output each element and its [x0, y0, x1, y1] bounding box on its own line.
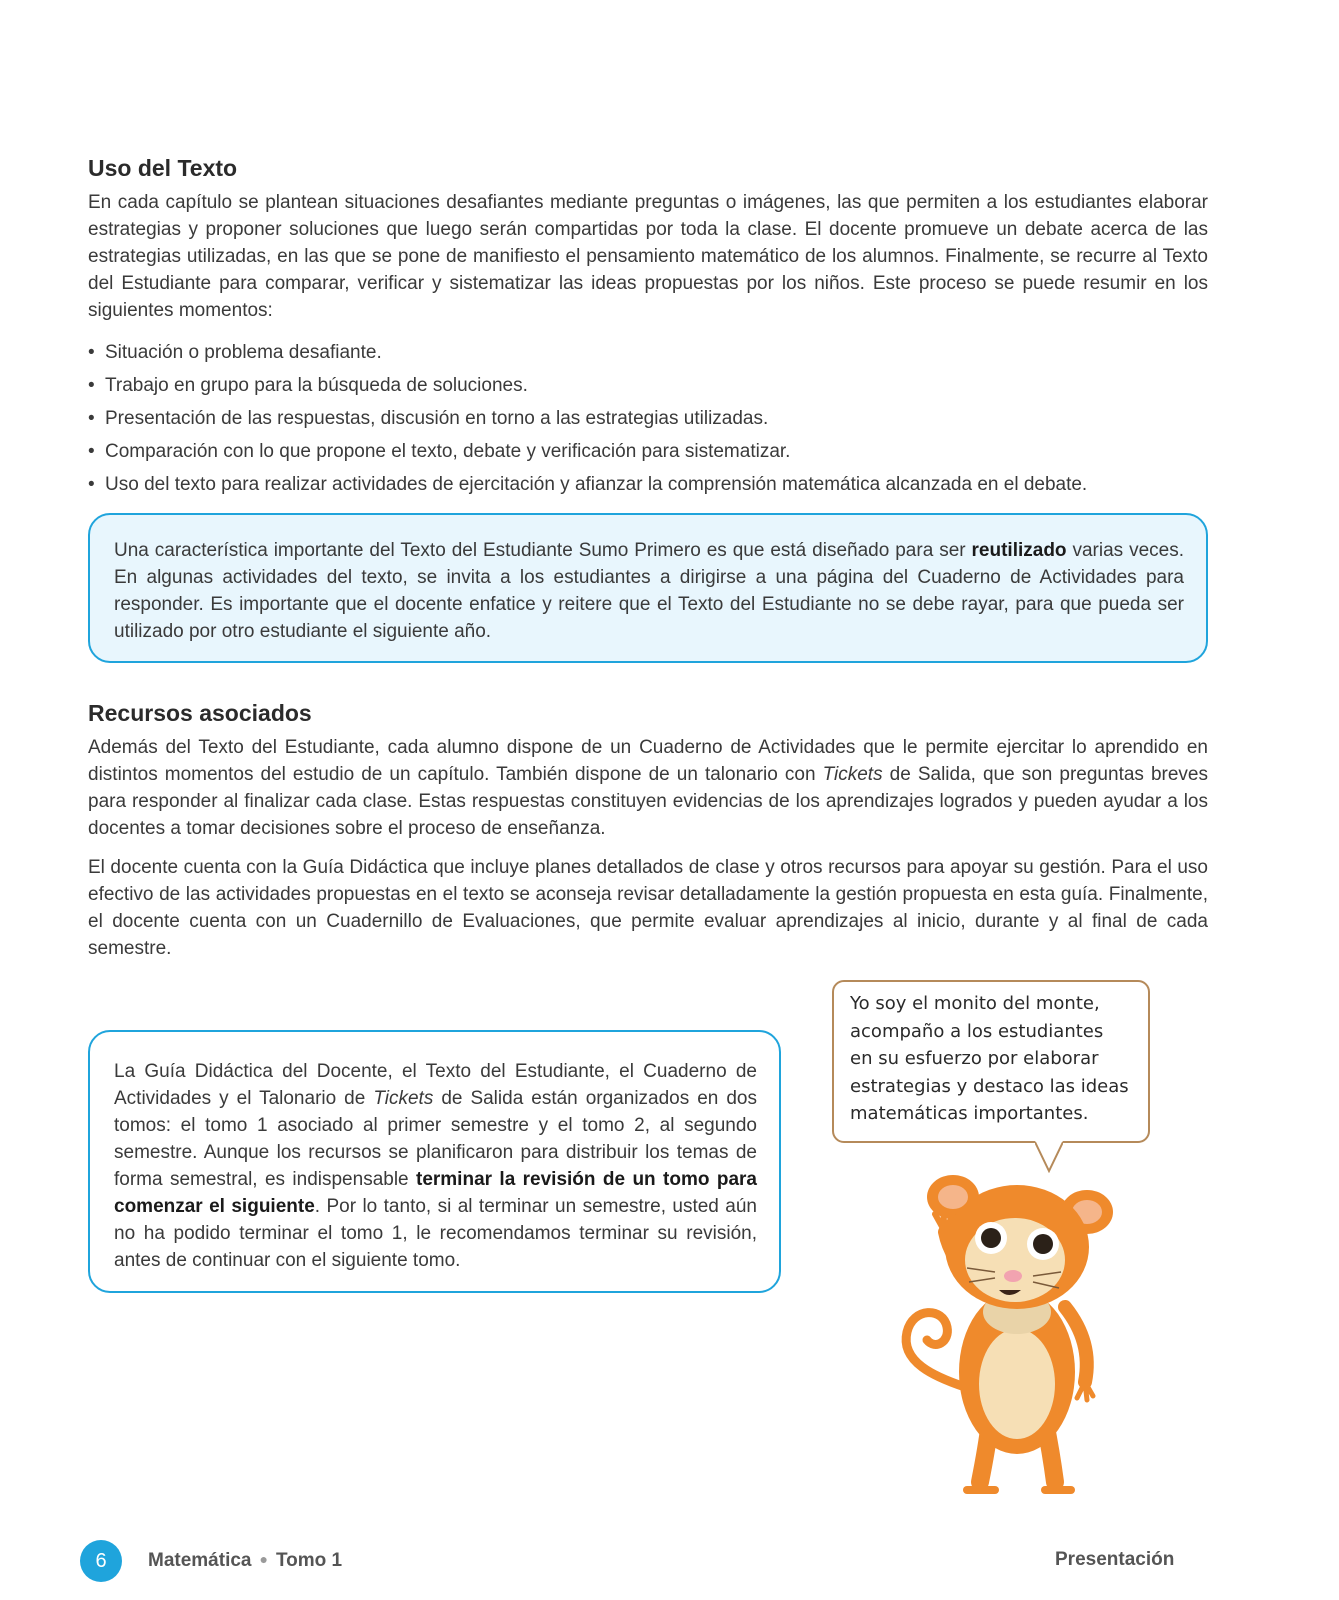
monkey-mascot-icon	[895, 1172, 1155, 1502]
tomos-note-text	[114, 1058, 757, 1274]
moments-list	[88, 336, 1208, 501]
paragraph-text-part: Además del Texto del Estudiante, cada alumno dispone de un Cuaderno de Actividades que le permite ejercitar lo aprendido en distintos momentos del estudio de un capítulo. También dispone de un talonario con	[88, 737, 1208, 785]
list-item: • Trabajo en grupo para la búsqueda de soluciones.	[88, 369, 1208, 402]
tomos-note-box	[88, 1030, 781, 1293]
paragraph-italic-text: Tickets	[822, 764, 883, 785]
section-paragraph-uso-del-texto: En cada capítulo se plantean situaciones desafiantes mediante preguntas o imágenes, las que permiten a los estudiantes elaborar estrategias y proponer soluciones que luego serán compartidas por toda la clase. El docente promueve un debate acerca de las estrategias utilizadas, en las que se pone de manifiesto el pensamiento matemático de los alumnos. Finalmente, se recurre al Texto del Estudiante para comparar, verificar y sistematizar las ideas propuestas por los niños. Este proceso se puede resumir en los siguientes momentos:	[88, 192, 1208, 321]
speech-line: estrategias y destaco las ideas	[850, 1075, 1129, 1097]
note-text-part: de Salida están organizados en dos tomos: el tomo 1 asociado al primer semestre y el tomo 2, al segundo semestre. Aunque los recursos se planificaron para distribuir los temas de forma semestral, es indispensable	[114, 1088, 757, 1190]
reuse-note-box	[88, 513, 1208, 663]
list-item: • Presentación de las respuestas, discusión en torno a las estrategias utilizadas.	[88, 402, 1208, 435]
list-item: • Uso del texto para realizar actividades de ejercitación y afianzar la comprensión matemática alcanzada en el debate.	[88, 468, 1208, 501]
list-item: • Comparación con lo que propone el texto, debate y verificación para sistematizar.	[88, 435, 1208, 468]
section-heading-uso-del-texto: Uso del Texto	[88, 155, 238, 181]
footer-subject-label: Matemática	[148, 1550, 252, 1571]
speech-line: matemáticas importantes.	[850, 1103, 1089, 1124]
paragraph-text-part: de Salida, que son preguntas breves para responder al finalizar cada clase. Estas respuestas constituyen evidencias de los aprendizajes logrados y pueden ayudar a los docentes a tomar decisiones sobre el proceso de enseñanza.	[88, 764, 1208, 839]
speech-bubble	[832, 980, 1150, 1143]
note-text-part: varias veces. En algunas actividades del texto, se invita a los estudiantes a dirigirse a una página del Cuaderno de Actividades para responder. Es importante que el docente enfatice y reitere que el Texto del Estudiante no se debe rayar, para que pueda ser utilizado por otro estudiante el siguiente año.	[114, 540, 1185, 642]
speech-line: Yo soy el monito del monte,	[850, 993, 1100, 1014]
speech-line: en su esfuerzo por elaborar	[850, 1048, 1099, 1069]
section-heading-recursos-asociados: Recursos asociados	[88, 700, 312, 726]
note-text-part: La Guía Didáctica del Docente, el Texto del Estudiante, el Cuaderno de Actividades y el Talonario de	[114, 1061, 757, 1109]
note-italic-text: Tickets	[373, 1088, 434, 1109]
page-number: 6	[80, 1540, 122, 1582]
footer-volume-label: Tomo 1	[275, 1550, 343, 1571]
speech-line: acompaño a los estudiantes	[850, 1020, 1104, 1042]
note-text-part: Una característica importante del Texto del Estudiante Sumo Primero es que está diseñado para ser	[114, 540, 972, 561]
note-bold-text: terminar la revisión de un tomo para comenzar el siguiente	[114, 1169, 757, 1217]
footer-subject	[148, 1550, 342, 1572]
note-bold-text: reutilizado	[971, 540, 1067, 561]
speech-bubble-tail	[1035, 1141, 1063, 1173]
note-text-part: . Por lo tanto, si al terminar un semestre, usted aún no ha podido terminar el tomo 1, le recomendamos terminar su revisión, antes de continuar con el siguiente tomo.	[114, 1196, 757, 1271]
section-paragraph-recursos-1	[88, 734, 1208, 842]
reuse-note-text	[114, 537, 1184, 645]
separator-dot-icon: ●	[259, 1551, 268, 1567]
section-paragraph-recursos-2: El docente cuenta con la Guía Didáctica que incluye planes detallados de clase y otros recursos para apoyar su gestión. Para el uso efectivo de las actividades propuestas en el texto se aconseja revisar detalladamente la gestión propuesta en esta guía. Finalmente, el docente cuenta con un Cuadernillo de Evaluaciones, que permite evaluar aprendizajes al inicio, durante y al final de cada semestre.	[88, 857, 1208, 959]
list-item: • Situación o problema desafiante.	[88, 336, 1208, 369]
footer-section-label: Presentación	[1055, 1549, 1175, 1570]
